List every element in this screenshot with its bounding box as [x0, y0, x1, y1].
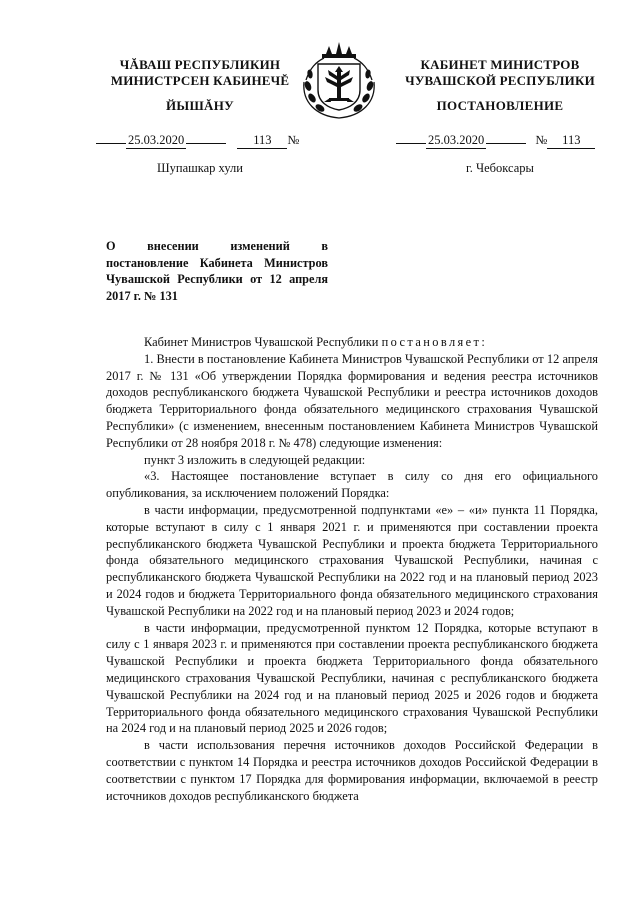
intro-lead: Кабинет Министров Чувашской Республики	[144, 335, 379, 349]
registration-underline	[186, 143, 226, 144]
number-sign-right: №	[535, 133, 548, 147]
registration-line-russian	[396, 133, 595, 149]
doc-type-russian: ПОСТАНОВЛЕНИЕ	[436, 98, 564, 113]
body-paragraph: пункт 3 изложить в следующей редакции:	[144, 452, 366, 467]
document-body	[106, 334, 598, 804]
registration-date-left: 25.03.2020	[128, 133, 185, 147]
registration-underline	[396, 143, 426, 144]
document-title: О внесении изменений в постановление Кабинета Министров Чувашской Республики от 12 апреля 2017 г. № 131	[106, 239, 328, 303]
org-name-russian	[380, 57, 620, 89]
registration-line-chuvash	[96, 133, 299, 149]
org-name-chuvash	[80, 57, 320, 89]
intro-verb: постановляет:	[381, 335, 488, 349]
coat-of-arms-emblem	[296, 36, 382, 122]
body-paragraph: «3. Настоящее постановление вступает в силу со дня его официального опубликования, за исключением положений Порядка:	[106, 469, 598, 501]
body-paragraph: в части использования перечня источников доходов Российской Федерации в соответствии с пунктом 14 Порядка и реестра источников доходов Российской Федерации в соответствии с пунктом 17 Порядка для формирования информации, включаемой в реестр источников доходов республиканского бюджета	[106, 738, 598, 803]
registration-number-right: 113	[547, 133, 595, 149]
registration-underline	[486, 143, 526, 144]
doc-type-chuvash: ЙЫШĂНУ	[166, 98, 234, 113]
registration-number-left: 113	[237, 133, 287, 149]
city-russian: г. Чебоксары	[466, 161, 534, 175]
org-name-russian-line-1: КАБИНЕТ МИНИСТРОВ	[420, 57, 580, 72]
intro-line	[106, 334, 598, 351]
registration-date-right: 25.03.2020	[428, 133, 485, 147]
body-paragraph: в части информации, предусмотренной пунктом 12 Порядка, которые вступают в силу с 1 января 2023 г. и применяются при составлении проекта республиканского бюджета Чувашской Республики и проекта бюджета Территориального фонда обязательного медицинского страхования Чувашской Республики, начиная с республиканского бюджета Чувашской Республики на 2024 год и на плановый период 2025 и 2026 годов и бюджета Территориального фонда обязательного медицинского страхования Чувашской Республики на 2024 год и на плановый период 2025 и 2026 годов;	[106, 620, 598, 736]
org-name-chuvash-line-2: МИНИСТРСЕН КАБИНЕЧĔ	[110, 73, 290, 88]
org-name-russian-line-2: ЧУВАШСКОЙ РЕСПУБЛИКИ	[405, 73, 595, 88]
emblem-crown-ornament	[322, 42, 356, 58]
body-paragraph: в части информации, предусмотренной подпунктами «е» – «и» пункта 11 Порядка, которые вступают в силу с 1 января 2021 г. и применяются при составлении проекта республиканского бюджета Чувашской Республики и проекта бюджета Территориального фонда обязательного медицинского страхования Чувашской Республики, начиная с республиканского бюджета Чувашской Республики на 2022 год и на плановый период 2023 и 2024 годов и бюджета Территориального фонда обязательного медицинского страхования Чувашской Республики на 2022 год и на плановый период 2023 и 2024 годов;	[106, 502, 598, 618]
city-chuvash: Шупашкар хули	[157, 161, 243, 175]
registration-underline	[96, 143, 126, 144]
org-name-chuvash-line-1: ЧĂВАШ РЕСПУБЛИКИН	[119, 57, 281, 72]
number-sign-left: №	[287, 133, 300, 147]
body-paragraph: 1. Внести в постановление Кабинета Министров Чувашской Республики от 12 апреля 2017 г. № 131 «Об утверждении Порядка формирования и ведения реестра источников доходов республиканского бюджета Чувашской Республики и реестра источников доходов бюджета Территориального фонда обязательного медицинского страхования Чувашской Республики» (с изменением, внесенным постановлением Кабинета Министров Чувашской Республики от 28 ноября 2018 г. № 478) следующие изменения:	[106, 351, 598, 450]
